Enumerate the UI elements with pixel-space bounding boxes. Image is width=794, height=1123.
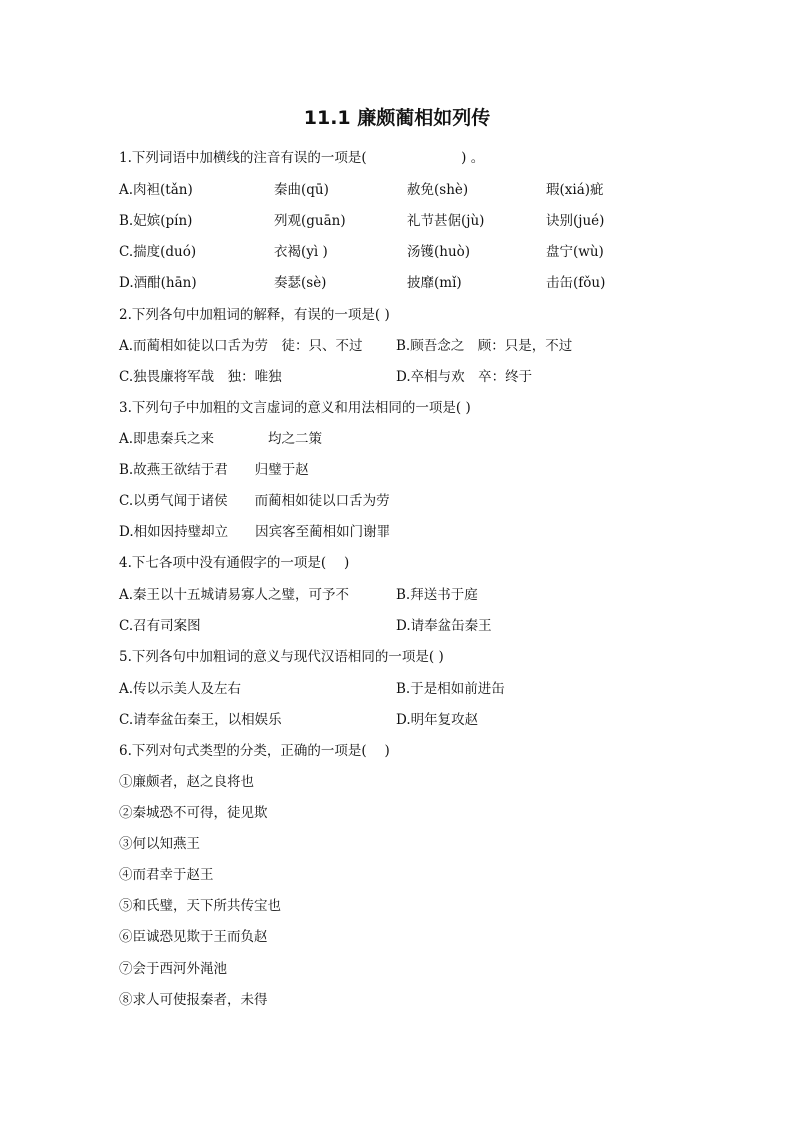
q1-option-d-4: 击缶(fǒu) [546, 275, 606, 291]
q6-item-1: ①廉颇者，赵之良将也 [119, 774, 254, 790]
q2-option-c: C.独畏廉将军哉 独：唯独 [119, 369, 282, 385]
q3-option-d: D.相如因持璧却立 因宾客至蔺相如门谢罪 [119, 524, 391, 540]
q5-option-a: A.传以示美人及左右 [119, 681, 242, 697]
q1-option-c-3: 汤镬(huò) [407, 244, 471, 260]
q1-option-a-1: A.肉袒(tǎn) [119, 182, 193, 198]
q5-option-d: D.明年复攻赵 [396, 712, 479, 728]
q3-stem: 3.下列句子中加粗的文言虚词的意义和用法相同的一项是( ) [119, 400, 471, 416]
q6-item-6: ⑥臣诚恐见欺于王而负赵 [119, 929, 268, 945]
q2-option-a: A.而蔺相如徒以口舌为劳 徒：只、不过 [119, 338, 363, 354]
q4-option-a: A.秦王以十五城请易寡人之璧，可予不 [119, 587, 350, 603]
q3-option-b: B.故燕王欲结于君 归璧于赵 [119, 462, 309, 478]
q5-stem: 5.下列各句中加粗词的意义与现代汉语相同的一项是( ) [119, 649, 444, 665]
q1-option-c-4: 盘宁(wù) [546, 244, 604, 260]
q5-option-b: B.于是相如前进缶 [396, 681, 505, 697]
q1-option-d-2: 奏瑟(sè) [274, 275, 327, 291]
q3-option-c: C.以勇气闻于诸侯 而蔺相如徒以口舌为劳 [119, 493, 390, 509]
q1-option-c-1: C.揣度(duó) [119, 244, 197, 260]
q2-stem: 2.下列各句中加粗词的解释，有误的一项是( ) [119, 307, 390, 323]
q4-option-b: B.拜送书于庭 [396, 587, 478, 603]
q1-option-a-3: 赦免(shè) [407, 182, 469, 198]
q1-option-b-3: 礼节甚倨(jù) [407, 213, 485, 229]
q6-item-7: ⑦会于西河外渑池 [119, 961, 227, 977]
q1-option-b-4: 诀别(jué) [546, 213, 605, 229]
q1-option-a-4: 瑕(xiá)疵 [546, 182, 604, 198]
q1-option-d-3: 披靡(mǐ) [407, 275, 462, 291]
q1-option-b-2: 列观(guān) [274, 213, 346, 229]
q6-item-8: ⑧求人可使报秦者，未得 [119, 992, 268, 1008]
q4-stem: 4.下七各项中没有通假字的一项是( ) [119, 555, 350, 571]
q1-option-c-2: 衣褐(yì ) [274, 244, 328, 260]
q2-option-d: D.卒相与欢 卒：终于 [396, 369, 533, 385]
q6-item-2: ②秦城恐不可得，徒见欺 [119, 805, 268, 821]
q6-item-3: ③何以知燕王 [119, 836, 200, 852]
q5-option-c: C.请奉盆缶秦王，以相娱乐 [119, 712, 282, 728]
q1-option-d-1: D.酒酣(hān) [119, 275, 197, 291]
q1-option-b-1: B.妃嫔(pín) [119, 213, 193, 229]
q4-option-d: D.请奉盆缶秦王 [396, 618, 492, 634]
q6-item-5: ⑤和氏璧，天下所共传宝也 [119, 898, 281, 914]
document-title: 11.1 廉颇蔺相如列传 [303, 107, 491, 129]
q6-item-4: ④而君幸于赵王 [119, 867, 214, 883]
q1-stem: 1.下列词语中加横线的注音有误的一项是( ) 。 [119, 150, 485, 166]
q2-option-b: B.顾吾念之 顾：只是，不过 [396, 338, 573, 354]
q6-stem: 6.下列对句式类型的分类，正确的一项是( ) [119, 743, 390, 759]
q1-option-a-2: 秦曲(qū) [274, 182, 329, 198]
q3-option-a: A.即患秦兵之来 均之二策 [119, 431, 323, 447]
q4-option-c: C.召有司案图 [119, 618, 201, 634]
